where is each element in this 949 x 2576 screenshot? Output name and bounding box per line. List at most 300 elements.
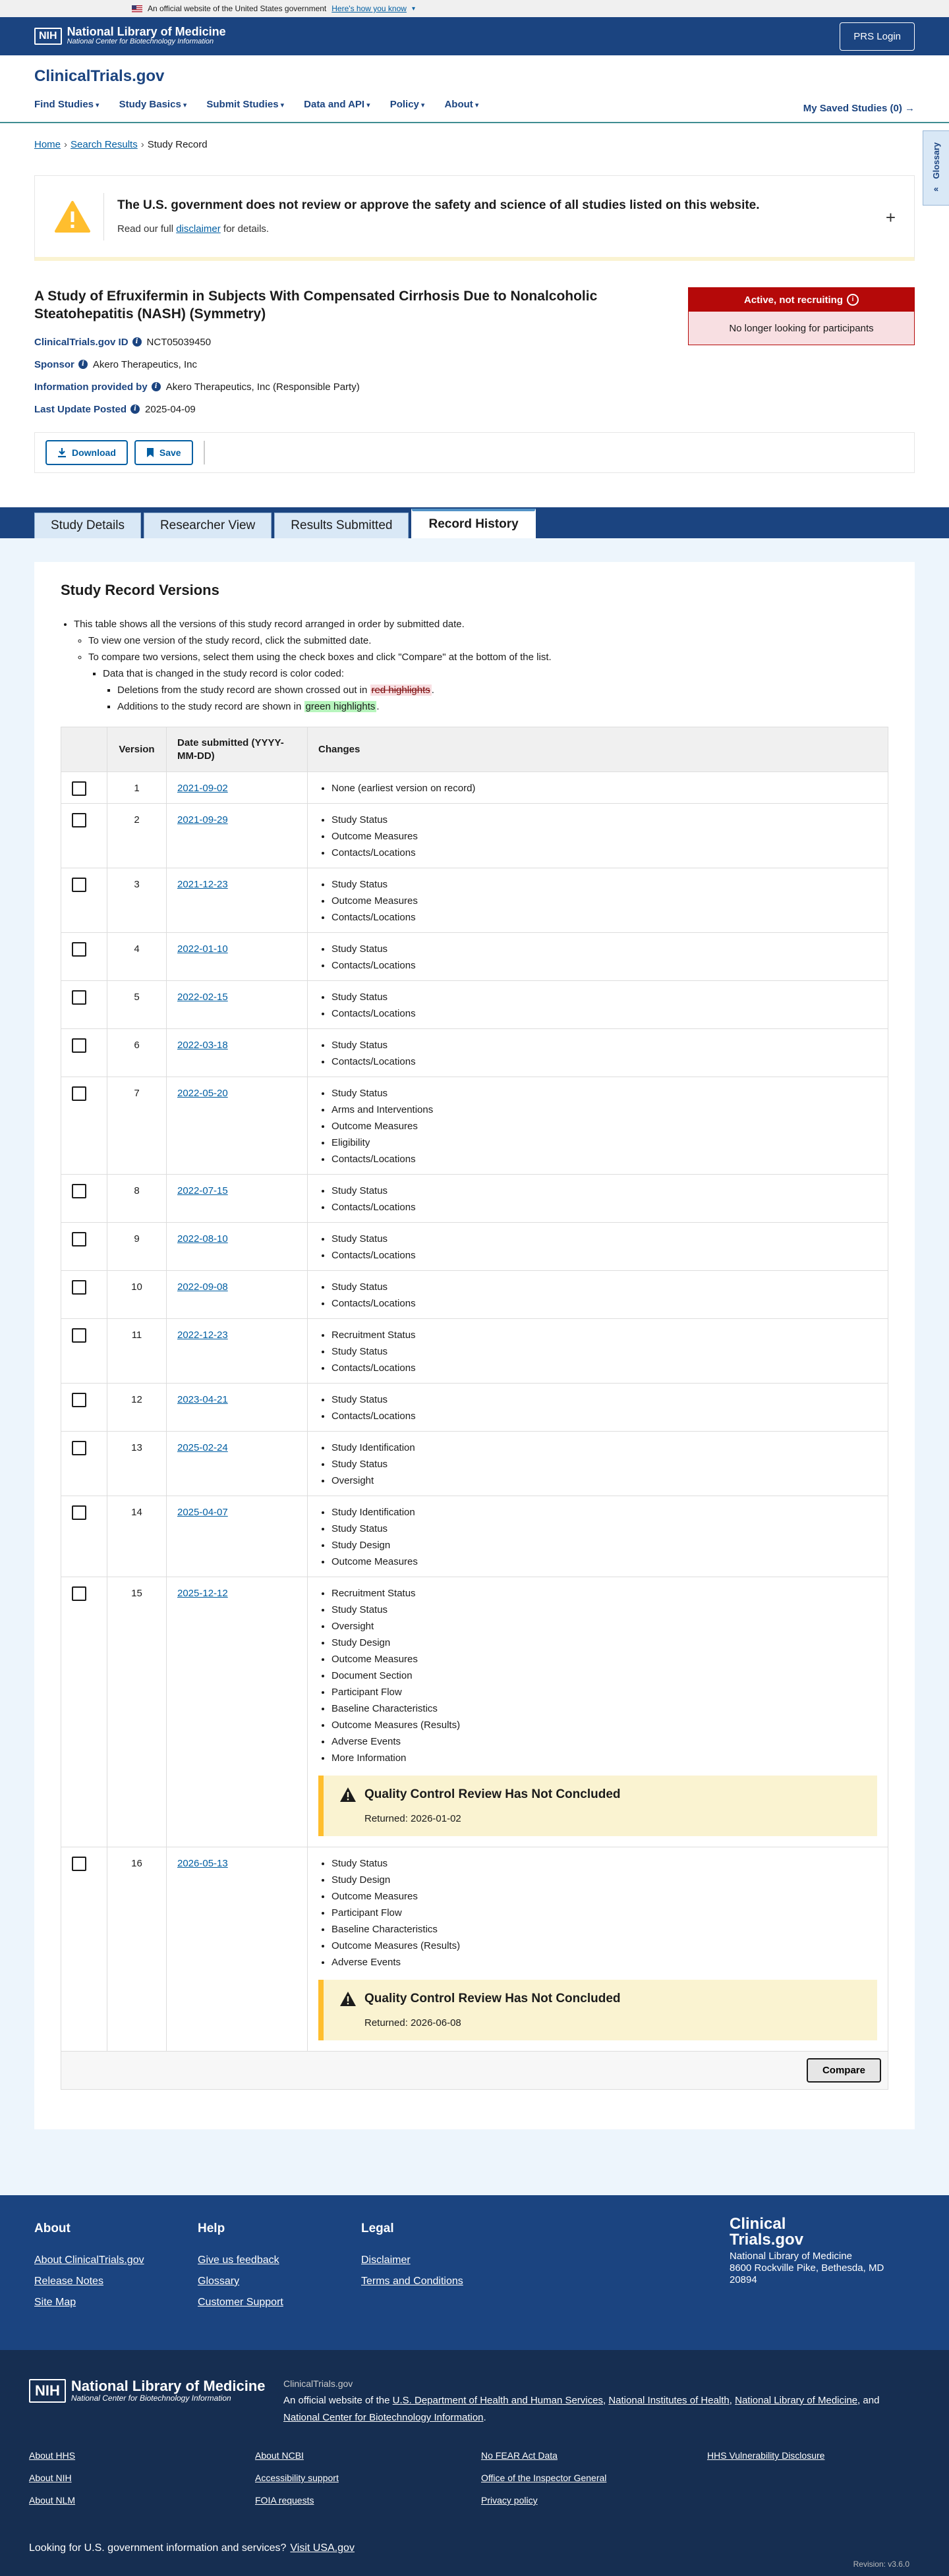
alert-body (117, 223, 760, 235)
record-tabs (0, 507, 949, 538)
select-cell (61, 1577, 107, 1847)
change-item: • Study Design (331, 1872, 877, 1888)
footer-ct-label: ClinicalTrials.gov (283, 2378, 353, 2389)
arrow-right-icon: → (905, 103, 915, 114)
change-item: • Study Status (331, 989, 877, 1005)
nav-about[interactable]: About ▾ (444, 99, 478, 110)
meta-id-value: NCT05039450 (146, 336, 212, 348)
version-date-link[interactable]: 2021-12-23 (177, 879, 228, 890)
qc-title-text: Quality Control Review Has Not Concluded (364, 1992, 621, 2005)
change-item: • Eligibility (331, 1134, 877, 1151)
change-item: • Outcome Measures (Results) (331, 1938, 877, 1954)
save-label: Save (159, 447, 181, 458)
th-select (61, 727, 107, 772)
date-cell (167, 1029, 308, 1077)
changes-list (318, 1085, 877, 1167)
footer-about (34, 2222, 198, 2318)
select-cell (61, 1319, 107, 1384)
intro-deletions (117, 682, 888, 698)
footer-legal-heading: Legal (361, 2222, 394, 2235)
changes-cell (308, 1432, 888, 1496)
tab-record-history[interactable]: Record History (411, 509, 535, 538)
footer-bottom-link[interactable]: Office of the Inspector General (481, 2473, 607, 2483)
version-date-link[interactable]: 2022-07-15 (177, 1185, 228, 1196)
footer-bottom-link[interactable]: HHS Vulnerability Disclosure (707, 2450, 825, 2461)
meta-info-label: Information provided by (34, 381, 148, 393)
changes-list (318, 780, 877, 797)
select-cell (61, 1432, 107, 1496)
version-number: 4 (107, 933, 167, 981)
study-title: A Study of Efruxifermin in Subjects With Compensated Cirrhosis Due to Nonalcoholic Steatohepatitis (NASH) (Symmetry) (34, 289, 598, 322)
version-date-link[interactable]: 2022-12-23 (177, 1330, 228, 1341)
changes-list (318, 1037, 877, 1070)
version-number: 2 (107, 804, 167, 868)
changes-list (318, 1504, 877, 1570)
meta-sponsor (34, 359, 915, 370)
tab-researcher-view[interactable]: Researcher View (144, 513, 272, 538)
footer-link[interactable]: Glossary (198, 2276, 240, 2287)
intro-compare-text: To compare two versions, select them using the check boxes and click "Compare" at the bottom of the list. (88, 652, 552, 663)
qc-title (339, 1786, 861, 1803)
change-item: • Study Status (331, 1391, 877, 1408)
date-cell (167, 804, 308, 868)
version-number: 15 (107, 1577, 167, 1847)
versions-table (61, 727, 888, 2052)
table-row (61, 1077, 888, 1175)
disclaimer-alert (34, 175, 915, 261)
footer-link[interactable]: Disclaimer (361, 2254, 411, 2266)
date-cell (167, 1223, 308, 1271)
meta-id-label: ClinicalTrials.gov ID (34, 336, 129, 348)
table-row (61, 804, 888, 868)
info-icon[interactable]: i (130, 405, 140, 414)
version-checkbox[interactable] (72, 1328, 86, 1343)
version-checkbox[interactable] (72, 1393, 86, 1407)
date-cell (167, 1577, 308, 1847)
gov-banner (0, 0, 949, 17)
change-item: • Outcome Measures (Results) (331, 1717, 877, 1733)
select-cell (61, 804, 107, 868)
version-date-link[interactable]: 2022-01-10 (177, 943, 228, 955)
footer-brand-address: 8600 Rockville Pike, Bethesda, MD 20894 (730, 2262, 884, 2285)
footer-legal (361, 2222, 525, 2318)
gov-banner-text: An official website of the United States government (148, 4, 327, 13)
download-button[interactable] (45, 440, 128, 465)
del-post: . (431, 685, 434, 696)
change-item: • Study Status (331, 1085, 877, 1102)
changes-cell (308, 1847, 888, 2052)
main-content (0, 538, 949, 2195)
alert-divider (103, 193, 104, 240)
version-number: 11 (107, 1319, 167, 1384)
version-date-link[interactable]: 2022-03-18 (177, 1040, 228, 1051)
version-date-link[interactable]: 2026-05-13 (177, 1858, 228, 1869)
changes-cell (308, 1319, 888, 1384)
add-post: . (376, 701, 380, 712)
footer-link[interactable]: Release Notes (34, 2276, 103, 2287)
change-item: • Outcome Measures (331, 1888, 877, 1905)
meta-sponsor-value: Akero Therapeutics, Inc (92, 358, 197, 370)
changes-cell (308, 933, 888, 981)
version-number: 8 (107, 1175, 167, 1223)
ct-header (0, 55, 949, 123)
footer-brand (730, 2216, 907, 2286)
expand-plus-icon[interactable]: + (885, 208, 896, 227)
date-cell (167, 772, 308, 804)
change-item: • Outcome Measures (331, 893, 877, 909)
nlm-subtitle: National Center for Biotechnology Information (67, 38, 214, 46)
version-number: 13 (107, 1432, 167, 1496)
changes-cell (308, 981, 888, 1029)
warning-icon (339, 1787, 357, 1803)
official-pre: An official website of the (283, 2395, 393, 2406)
toolbar-divider (204, 441, 205, 464)
status-badge (688, 287, 915, 345)
ct-logo[interactable]: ClinicalTrials.gov (34, 67, 165, 85)
info-circle-icon[interactable]: i (847, 294, 859, 306)
select-cell (61, 1847, 107, 2052)
change-item: • Participant Flow (331, 1905, 877, 1921)
status-label: Active, not recruiting (743, 294, 844, 306)
qc-returned: Returned: 2026-01-02 (364, 1813, 461, 1824)
version-number: 1 (107, 772, 167, 804)
meta-info (34, 381, 915, 393)
date-cell (167, 981, 308, 1029)
change-item: • Oversight (331, 1618, 877, 1635)
footer-link[interactable]: Customer Support (198, 2297, 283, 2308)
select-cell (61, 1496, 107, 1577)
add-pre: Additions to the study record are shown in (117, 701, 304, 712)
usa-gov-link[interactable]: Visit USA.gov (290, 2542, 355, 2554)
footer-link[interactable]: Give us feedback (198, 2254, 279, 2266)
footer-top (0, 2195, 949, 2350)
footer-about-heading: About (34, 2222, 71, 2235)
change-item: • Baseline Characteristics (331, 1700, 877, 1717)
breadcrumb-search-results[interactable]: Search Results (71, 139, 138, 150)
versions-table-body (61, 772, 888, 2052)
select-cell (61, 933, 107, 981)
changes-cell (308, 1384, 888, 1432)
my-saved-studies-link[interactable] (803, 103, 915, 114)
change-item: • More Information (331, 1750, 877, 1766)
changes-list (318, 989, 877, 1022)
breadcrumb-current: Study Record (147, 139, 208, 150)
chevron-down-icon: ▾ (411, 5, 415, 13)
changes-list (318, 1585, 877, 1766)
select-cell (61, 1384, 107, 1432)
table-row (61, 1223, 888, 1271)
table-row (61, 1384, 888, 1432)
qc-review-alert (318, 1980, 877, 2040)
footer-bottom-link[interactable]: No FEAR Act Data (481, 2450, 558, 2461)
date-cell (167, 1384, 308, 1432)
intro-item (74, 616, 888, 715)
info-icon[interactable]: i (78, 360, 88, 369)
version-checkbox[interactable] (72, 1184, 86, 1198)
change-item: • Outcome Measures (331, 828, 877, 845)
changes-list (318, 876, 877, 926)
ncbi-link[interactable]: National Center for Biotechnology Information (283, 2412, 484, 2423)
version-checkbox[interactable] (72, 1857, 86, 1871)
save-button[interactable] (134, 440, 193, 465)
version-date-link[interactable]: 2025-02-24 (177, 1442, 228, 1453)
change-item: • Outcome Measures (331, 1651, 877, 1667)
change-item: • Contacts/Locations (331, 909, 877, 926)
tab-study-details[interactable]: Study Details (34, 513, 141, 538)
hhs-link[interactable]: U.S. Department of Health and Human Services (392, 2395, 603, 2406)
info-icon[interactable]: i (132, 337, 142, 347)
glossary-label: Glossary (931, 142, 941, 179)
changes-list (318, 1183, 877, 1216)
compare-row (61, 2052, 888, 2090)
del-pre: Deletions from the study record are shown crossed out in (117, 685, 370, 696)
changes-cell (308, 1029, 888, 1077)
version-date-link[interactable]: 2025-12-12 (177, 1588, 228, 1599)
change-item: • Study Status (331, 1231, 877, 1247)
version-checkbox[interactable] (72, 1586, 86, 1601)
version-date-link[interactable]: 2023-04-21 (177, 1394, 228, 1405)
meta-update (34, 404, 915, 415)
download-icon (57, 447, 67, 458)
change-item: • Adverse Events (331, 1954, 877, 1971)
info-icon[interactable]: i (152, 382, 161, 391)
qc-title (339, 1990, 861, 2007)
footer-bottom-link[interactable]: About NIH (29, 2473, 72, 2483)
alert-pre: Read our full (117, 223, 177, 235)
warning-icon (55, 200, 90, 233)
select-cell (61, 1271, 107, 1319)
nav-study-basics[interactable]: Study Basics ▾ (119, 99, 187, 110)
footer-link[interactable]: Terms and Conditions (361, 2276, 463, 2287)
change-item: • Study Status (331, 1456, 877, 1472)
th-date: Date submitted (YYYY-MM-DD) (167, 727, 308, 772)
change-item: • Contacts/Locations (331, 1295, 877, 1312)
change-item: • Contacts/Locations (331, 1199, 877, 1216)
date-cell (167, 868, 308, 933)
version-checkbox[interactable] (72, 1441, 86, 1455)
version-date-link[interactable]: 2022-02-15 (177, 992, 228, 1003)
compare-button[interactable]: Compare (807, 2058, 881, 2083)
footer-brand-org: National Library of Medicine (730, 2251, 852, 2262)
version-number: 7 (107, 1077, 167, 1175)
versions-heading: Study Record Versions (61, 582, 219, 598)
qc-review-alert (318, 1776, 877, 1836)
us-flag-icon (132, 5, 142, 13)
changes-cell (308, 1271, 888, 1319)
change-item: • Contacts/Locations (331, 1408, 877, 1424)
change-item: • Document Section (331, 1667, 877, 1684)
warning-icon (339, 1991, 357, 2007)
versions-intro (61, 616, 888, 715)
alert-post: for details. (220, 223, 270, 235)
changes-cell (308, 772, 888, 804)
changes-list (318, 1231, 877, 1264)
bookmark-icon (146, 447, 154, 458)
footer-nlm-title: National Library of Medicine (71, 2378, 266, 2394)
nav-data-api[interactable]: Data and API ▾ (304, 99, 370, 110)
change-item: • Study Status (331, 1521, 877, 1537)
version-checkbox[interactable] (72, 878, 86, 892)
changes-cell (308, 1223, 888, 1271)
study-header (0, 287, 949, 432)
study-toolbar (34, 432, 915, 473)
table-row (61, 1175, 888, 1223)
change-item: • Study Status (331, 812, 877, 828)
change-item: • Study Status (331, 876, 877, 893)
alert-title: The U.S. government does not review or approve the safety and science of all studies listed on this website. (117, 198, 760, 212)
nih-link[interactable]: National Institutes of Health (608, 2395, 730, 2406)
footer-bottom-link[interactable]: About NLM (29, 2495, 76, 2506)
version-date-link[interactable]: 2022-05-20 (177, 1088, 228, 1099)
study-meta (34, 337, 915, 415)
changes-list (318, 1327, 877, 1376)
breadcrumb-home[interactable]: Home (34, 139, 61, 150)
footer-nlm-logo[interactable] (29, 2379, 266, 2403)
footer-bottom-link[interactable]: About NCBI (255, 2450, 304, 2461)
change-item: • Participant Flow (331, 1684, 877, 1700)
version-checkbox[interactable] (72, 781, 86, 796)
change-item: • Study Design (331, 1635, 877, 1651)
version-checkbox[interactable] (72, 1232, 86, 1246)
change-item: • Contacts/Locations (331, 957, 877, 974)
heres-how-link[interactable]: Here's how you know (331, 4, 407, 13)
th-changes: Changes (308, 727, 888, 772)
glossary-tab[interactable] (923, 130, 949, 206)
intro-text: This table shows all the versions of this study record arranged in order by submitted date. (74, 619, 465, 630)
footer-brand-line1: Clinical (730, 2215, 786, 2233)
version-checkbox[interactable] (72, 990, 86, 1005)
version-checkbox[interactable] (72, 1086, 86, 1101)
select-cell (61, 1223, 107, 1271)
select-cell (61, 981, 107, 1029)
version-checkbox[interactable] (72, 942, 86, 957)
version-checkbox[interactable] (72, 813, 86, 827)
intro-bullet: ◦ To view one version of the study record, click the submitted date. (88, 632, 888, 649)
change-item: • Contacts/Locations (331, 1247, 877, 1264)
change-item: • Study Status (331, 1279, 877, 1295)
select-cell (61, 1175, 107, 1223)
th-version: Version (107, 727, 167, 772)
disclaimer-link[interactable]: disclaimer (176, 223, 221, 235)
breadcrumb (0, 123, 949, 150)
version-number: 14 (107, 1496, 167, 1577)
footer-brand-line2: Trials.gov (730, 2231, 804, 2249)
select-cell (61, 1077, 107, 1175)
version-date-link[interactable]: 2022-08-10 (177, 1233, 228, 1245)
table-row (61, 1496, 888, 1577)
status-subtitle: No longer looking for participants (689, 312, 914, 345)
tab-results-submitted[interactable]: Results Submitted (274, 513, 409, 538)
version-checkbox[interactable] (72, 1505, 86, 1520)
change-item: • Outcome Measures (331, 1554, 877, 1570)
double-chevron-left-icon: « (933, 184, 939, 194)
status-title (689, 288, 914, 312)
breadcrumb-separator-icon: › (140, 139, 144, 150)
footer-empty-cell (707, 2473, 933, 2483)
green-highlight-sample: green highlights (305, 701, 376, 712)
version-number: 10 (107, 1271, 167, 1319)
change-item: • Contacts/Locations (331, 1005, 877, 1022)
qc-returned: Returned: 2026-06-08 (364, 2017, 461, 2029)
meta-update-label: Last Update Posted (34, 403, 127, 415)
date-cell (167, 1175, 308, 1223)
table-row (61, 1577, 888, 1847)
change-item: • Recruitment Status (331, 1327, 877, 1343)
change-item: • Contacts/Locations (331, 1151, 877, 1167)
change-item: • Adverse Events (331, 1733, 877, 1750)
nav-find-studies[interactable]: Find Studies ▾ (34, 99, 100, 110)
saved-studies-label: My Saved Studies (0) (803, 103, 902, 114)
nlm-logo[interactable] (34, 26, 226, 46)
changes-cell (308, 1577, 888, 1847)
change-item: • Study Status (331, 1855, 877, 1872)
date-cell (167, 1496, 308, 1577)
nlm-title: National Library of Medicine (67, 25, 226, 39)
nlm-header (0, 17, 949, 55)
prs-login-button[interactable]: PRS Login (840, 22, 915, 51)
change-item: • Contacts/Locations (331, 1360, 877, 1376)
date-cell (167, 1432, 308, 1496)
version-date-link[interactable]: 2025-04-07 (177, 1507, 228, 1518)
table-header-row (61, 727, 888, 772)
footer-bottom-link[interactable]: Privacy policy (481, 2495, 538, 2506)
table-row (61, 868, 888, 933)
revision-label: Revision: v3.6.0 (853, 2560, 909, 2569)
download-label: Download (72, 447, 116, 458)
date-cell (167, 1271, 308, 1319)
footer-link[interactable]: Site Map (34, 2297, 76, 2308)
version-number: 9 (107, 1223, 167, 1271)
version-date-link[interactable]: 2021-09-02 (177, 783, 228, 794)
change-item: • Oversight (331, 1472, 877, 1489)
footer-bottom-link[interactable]: About HHS (29, 2450, 76, 2461)
version-checkbox[interactable] (72, 1038, 86, 1053)
main-nav (34, 99, 915, 110)
change-item: • Study Status (331, 1183, 877, 1199)
table-row (61, 1029, 888, 1077)
version-number: 6 (107, 1029, 167, 1077)
changes-list (318, 1279, 877, 1312)
usa-pre: Looking for U.S. government information and services? (29, 2542, 287, 2554)
version-date-link[interactable]: 2021-09-29 (177, 814, 228, 826)
footer-official-text: ClinicalTrials.gov An official website of the U.S. Department of Health and Human Services, National Institutes of Health, National Library of Medicine, and National Center for Biotechnology Information. (283, 2375, 903, 2426)
footer-help-heading: Help (198, 2222, 225, 2235)
footer-bottom-links (29, 2450, 933, 2506)
version-date-link[interactable]: 2022-09-08 (177, 1281, 228, 1293)
change-item: • None (earliest version on record) (331, 780, 877, 797)
changes-list (318, 812, 877, 861)
nih-logo-icon: NIH (29, 2379, 66, 2403)
footer-bottom (0, 2350, 949, 2576)
nav-policy[interactable]: Policy ▾ (390, 99, 425, 110)
intro-additions (117, 698, 888, 715)
change-item: • Study Status (331, 1602, 877, 1618)
version-checkbox[interactable] (72, 1280, 86, 1295)
footer-link[interactable]: About ClinicalTrials.gov (34, 2254, 144, 2266)
table-row (61, 981, 888, 1029)
nlm-link[interactable]: National Library of Medicine (735, 2395, 858, 2406)
nav-submit-studies[interactable]: Submit Studies ▾ (206, 99, 284, 110)
changes-cell (308, 1175, 888, 1223)
changes-list (318, 1391, 877, 1424)
footer-bottom-link[interactable]: Accessibility support (255, 2473, 339, 2483)
intro-bullet (103, 665, 888, 715)
footer-help (198, 2222, 361, 2318)
table-row (61, 1319, 888, 1384)
changes-cell (308, 868, 888, 933)
footer-bottom-link[interactable]: FOIA requests (255, 2495, 314, 2506)
date-cell (167, 1077, 308, 1175)
